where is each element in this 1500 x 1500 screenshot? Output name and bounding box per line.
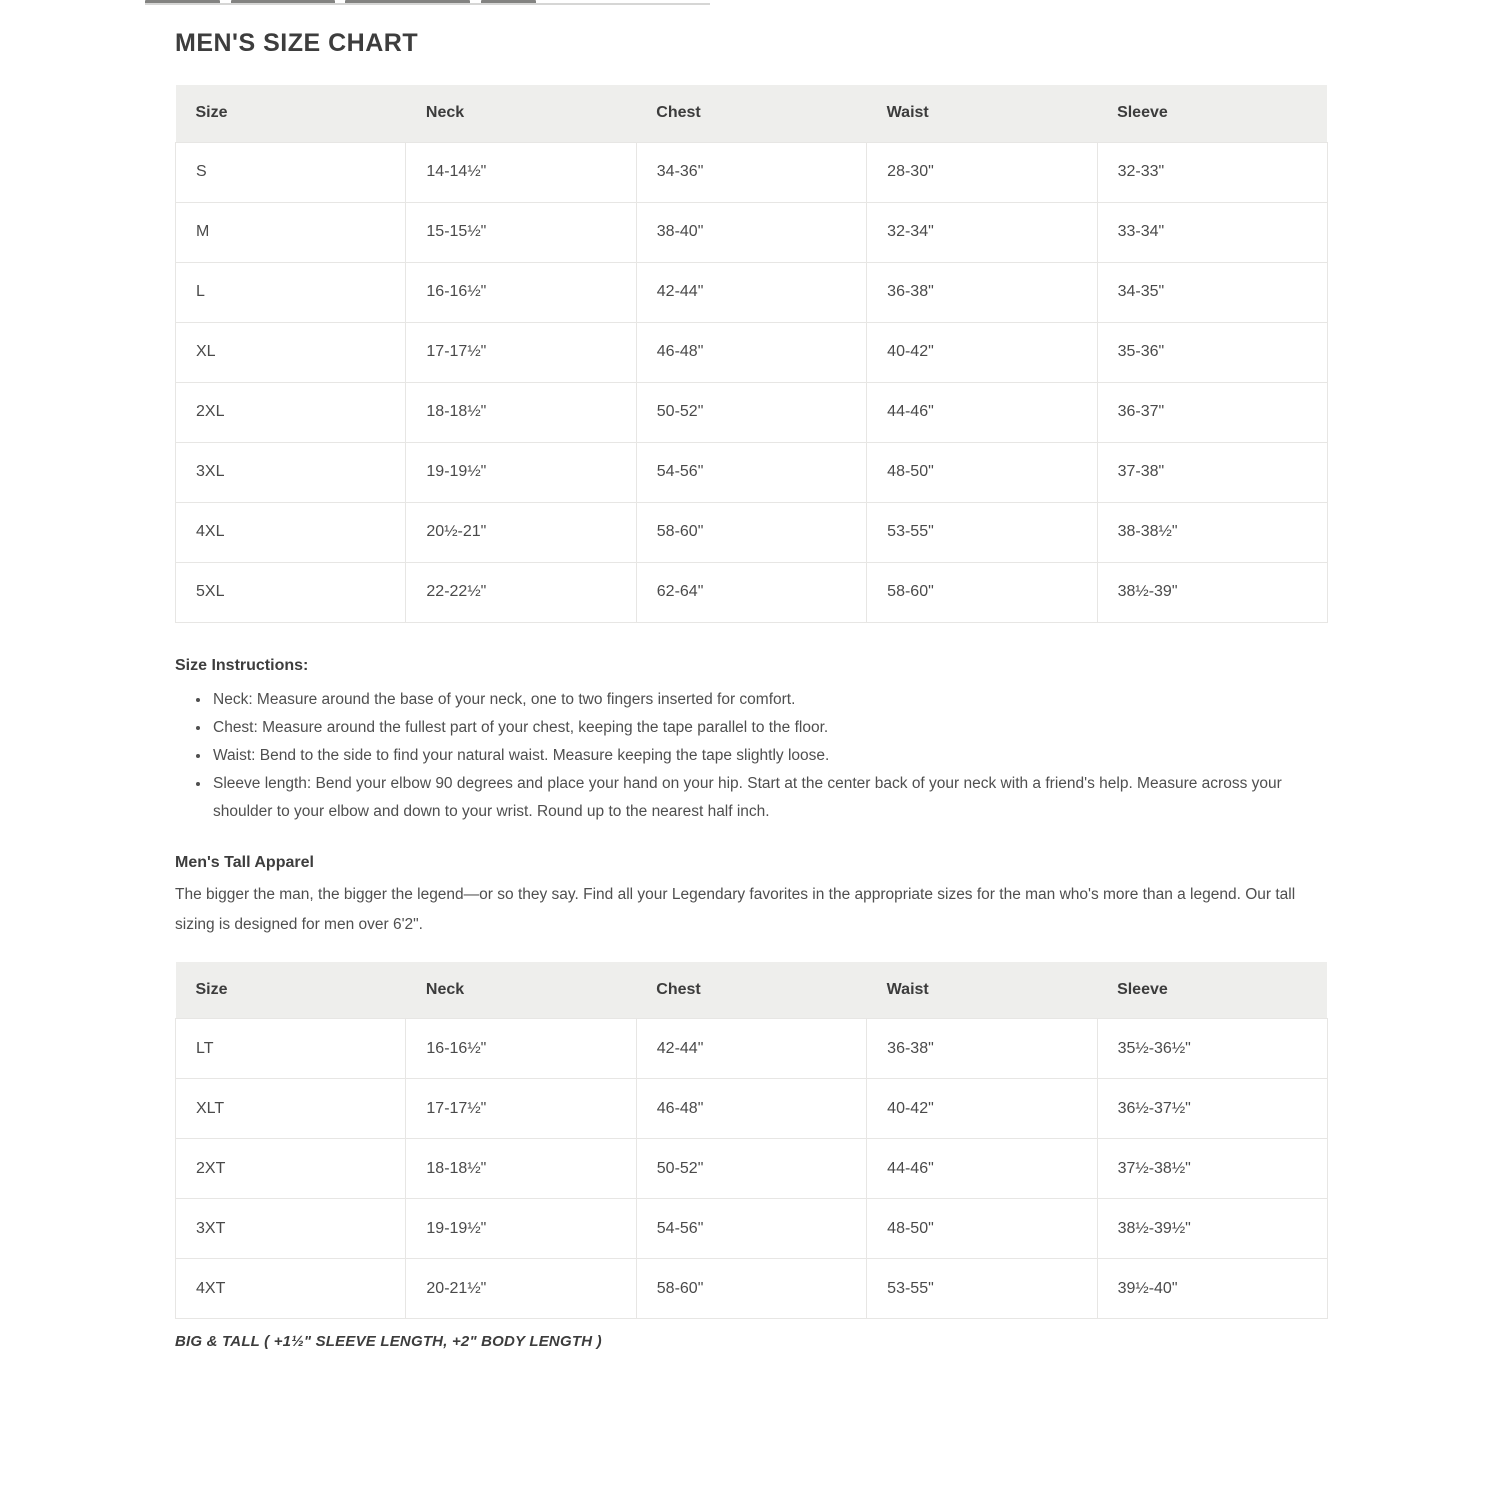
- regular-size-table: [175, 85, 1328, 623]
- column-header-chest: Chest: [636, 85, 866, 142]
- sleeve-cell: 33-34": [1097, 202, 1327, 262]
- neck-cell: 17-17½": [406, 1079, 636, 1139]
- column-header-waist: Waist: [867, 85, 1097, 142]
- chest-cell: 46-48": [636, 322, 866, 382]
- chest-cell: 58-60": [636, 502, 866, 562]
- sleeve-cell: 37½-38½": [1097, 1139, 1327, 1199]
- size-cell: XLT: [176, 1079, 406, 1139]
- size-cell: 2XL: [176, 382, 406, 442]
- waist-cell: 32-34": [867, 202, 1097, 262]
- waist-cell: 44-46": [867, 1139, 1097, 1199]
- waist-cell: 36-38": [867, 262, 1097, 322]
- table-row: [176, 442, 1328, 502]
- column-header-sleeve: Sleeve: [1097, 962, 1327, 1019]
- sleeve-cell: 37-38": [1097, 442, 1327, 502]
- waist-cell: 53-55": [867, 1259, 1097, 1319]
- neck-cell: 19-19½": [406, 442, 636, 502]
- table-row: [176, 1019, 1328, 1079]
- instruction-chest: • Chest: Measure around the fullest part of your chest, keeping the tape parallel to the floor.: [211, 714, 1327, 742]
- table-row: [176, 1199, 1328, 1259]
- chest-cell: 42-44": [636, 262, 866, 322]
- table-row: [176, 202, 1328, 262]
- table-row: [176, 322, 1328, 382]
- neck-cell: 20-21½": [406, 1259, 636, 1319]
- remnant-underline: [145, 3, 710, 5]
- neck-cell: 15-15½": [406, 202, 636, 262]
- table-row: [176, 562, 1328, 622]
- table-row: [176, 382, 1328, 442]
- waist-cell: 28-30": [867, 142, 1097, 202]
- instruction-waist: • Waist: Bend to the side to find your natural waist. Measure keeping the tape slightly loose.: [211, 742, 1327, 770]
- sleeve-cell: 35½-36½": [1097, 1019, 1327, 1079]
- table-row: [176, 142, 1328, 202]
- header-row: [176, 962, 1328, 1019]
- neck-cell: 22-22½": [406, 562, 636, 622]
- column-header-neck: Neck: [406, 85, 636, 142]
- column-header-size: Size: [176, 962, 406, 1019]
- tall-apparel-heading: Men's Tall Apparel: [175, 853, 314, 871]
- waist-cell: 53-55": [867, 502, 1097, 562]
- size-cell: XL: [176, 322, 406, 382]
- size-cell: L: [176, 262, 406, 322]
- size-cell: 5XL: [176, 562, 406, 622]
- waist-cell: 58-60": [867, 562, 1097, 622]
- size-chart-page: [175, 0, 1327, 1350]
- sleeve-cell: 32-33": [1097, 142, 1327, 202]
- neck-cell: 16-16½": [406, 1019, 636, 1079]
- sleeve-cell: 39½-40": [1097, 1259, 1327, 1319]
- size-cell: S: [176, 142, 406, 202]
- table-row: [176, 1139, 1328, 1199]
- chest-cell: 54-56": [636, 442, 866, 502]
- table-row: [176, 262, 1328, 322]
- column-header-sleeve: Sleeve: [1097, 85, 1327, 142]
- size-cell: 4XT: [176, 1259, 406, 1319]
- sleeve-cell: 38½-39½": [1097, 1199, 1327, 1259]
- size-cell: LT: [176, 1019, 406, 1079]
- size-instructions-heading: Size Instructions:: [175, 656, 309, 674]
- table-row: [176, 1259, 1328, 1319]
- chest-cell: 42-44": [636, 1019, 866, 1079]
- neck-cell: 17-17½": [406, 322, 636, 382]
- waist-cell: 48-50": [867, 442, 1097, 502]
- column-header-waist: Waist: [867, 962, 1097, 1019]
- size-instructions-list: [175, 686, 1327, 826]
- neck-cell: 14-14½": [406, 142, 636, 202]
- size-cell: M: [176, 202, 406, 262]
- instruction-sleeve: • Sleeve length: Bend your elbow 90 degrees and place your hand on your hip. Start at the center back of your neck with a friend's help. Measure across your shoulder to your elbow and down to your wrist. Round up to the nearest half inch.: [211, 770, 1327, 826]
- chest-cell: 58-60": [636, 1259, 866, 1319]
- chest-cell: 34-36": [636, 142, 866, 202]
- page-title: MEN'S SIZE CHART: [175, 29, 419, 57]
- neck-cell: 20½-21": [406, 502, 636, 562]
- chest-cell: 38-40": [636, 202, 866, 262]
- tall-table-header: [176, 962, 1328, 1019]
- big-and-tall-note: BIG & TALL ( +1½" SLEEVE LENGTH, +2" BODY LENGTH ): [175, 1333, 602, 1350]
- table-row: [176, 1079, 1328, 1139]
- tall-apparel-paragraph: The bigger the man, the bigger the legend—or so they say. Find all your Legendary favorites in the appropriate sizes for the man who's more than a legend. Our tall sizing is designed for men over 6'2".: [175, 885, 1296, 933]
- sleeve-cell: 36½-37½": [1097, 1079, 1327, 1139]
- waist-cell: 40-42": [867, 1079, 1097, 1139]
- regular-table-header: [176, 85, 1328, 142]
- size-cell: 2XT: [176, 1139, 406, 1199]
- column-header-neck: Neck: [406, 962, 636, 1019]
- chest-cell: 46-48": [636, 1079, 866, 1139]
- waist-cell: 48-50": [867, 1199, 1097, 1259]
- chest-cell: 54-56": [636, 1199, 866, 1259]
- chest-cell: 50-52": [636, 1139, 866, 1199]
- neck-cell: 18-18½": [406, 1139, 636, 1199]
- sleeve-cell: 38½-39": [1097, 562, 1327, 622]
- header-row: [176, 85, 1328, 142]
- cropped-text-remnant: [145, 0, 845, 7]
- size-cell: 3XT: [176, 1199, 406, 1259]
- waist-cell: 40-42": [867, 322, 1097, 382]
- tall-size-table: [175, 962, 1328, 1320]
- chest-cell: 62-64": [636, 562, 866, 622]
- column-header-chest: Chest: [636, 962, 866, 1019]
- sleeve-cell: 34-35": [1097, 262, 1327, 322]
- sleeve-cell: 36-37": [1097, 382, 1327, 442]
- table-row: [176, 502, 1328, 562]
- size-cell: 3XL: [176, 442, 406, 502]
- sleeve-cell: 35-36": [1097, 322, 1327, 382]
- neck-cell: 18-18½": [406, 382, 636, 442]
- sleeve-cell: 38-38½": [1097, 502, 1327, 562]
- waist-cell: 44-46": [867, 382, 1097, 442]
- column-header-size: Size: [176, 85, 406, 142]
- neck-cell: 19-19½": [406, 1199, 636, 1259]
- neck-cell: 16-16½": [406, 262, 636, 322]
- size-cell: 4XL: [176, 502, 406, 562]
- chest-cell: 50-52": [636, 382, 866, 442]
- instruction-neck: • Neck: Measure around the base of your neck, one to two fingers inserted for comfort.: [211, 686, 1327, 714]
- waist-cell: 36-38": [867, 1019, 1097, 1079]
